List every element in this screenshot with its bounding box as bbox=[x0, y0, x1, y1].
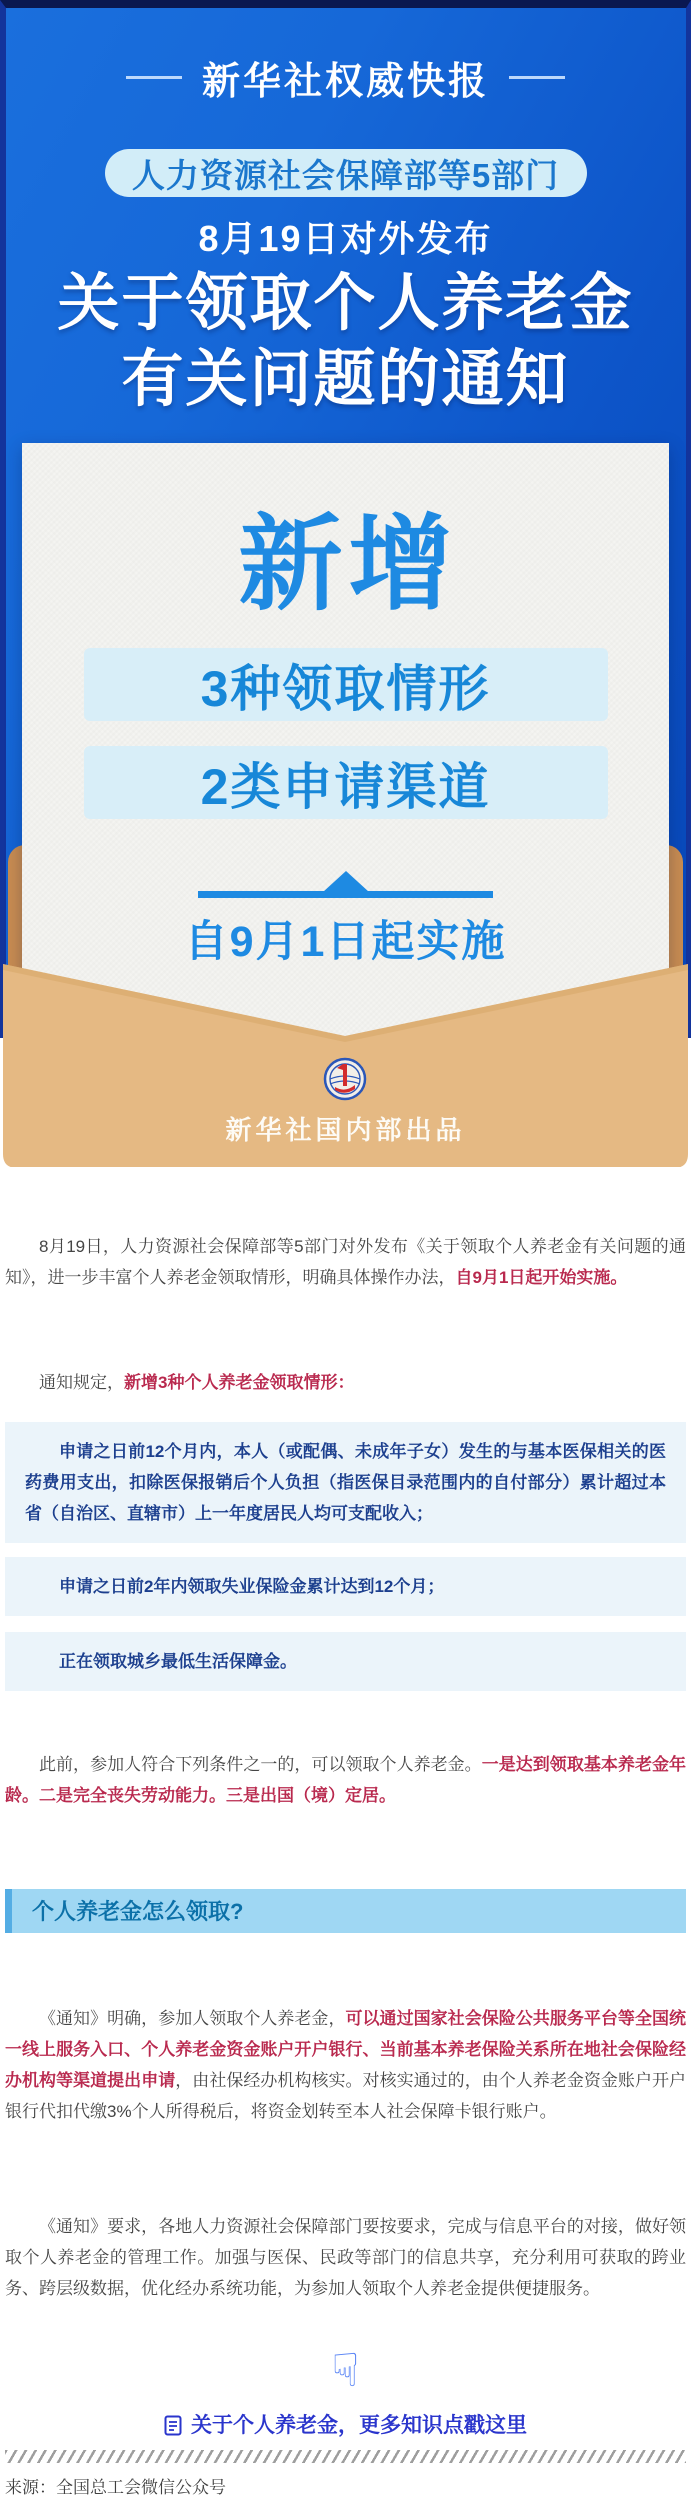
more-knowledge-link[interactable] bbox=[5, 2410, 686, 2441]
pointing-down-hand-icon: ☟ bbox=[331, 2343, 360, 2397]
poster-title bbox=[0, 266, 691, 418]
paragraph-new-situations-lead: 通知规定，新增3种个人养老金领取情形： bbox=[39, 1373, 355, 1392]
section-header-label: 个人养老金怎么领取? bbox=[32, 1898, 244, 1924]
paragraph-announcement: 8月19日，人力资源社会保障部等5部门对外发布《关于领取个人养老金有关问题的通知》，进一步丰富个人养老金领取情形，明确具体操作办法，自9月1日起开始实施。 bbox=[5, 1237, 686, 1287]
poster-band-channels: 2类申请渠道 bbox=[84, 746, 608, 819]
ribbon-triangle bbox=[323, 871, 369, 892]
article-body bbox=[0, 1231, 691, 2501]
masthead-dash-right bbox=[509, 76, 565, 79]
xinhua-poster bbox=[0, 0, 691, 1167]
poster-effective-date: 自9月1日起实施 bbox=[184, 918, 507, 966]
infobox-subsistence-allowance: 正在领取城乡最低生活保障金。 bbox=[5, 1632, 686, 1691]
more-knowledge-link-label[interactable]: 关于个人养老金，更多知识点戳这里 bbox=[191, 2414, 527, 2437]
paragraph-previous-conditions: 此前，参加人符合下列条件之一的，可以领取个人养老金。一是达到领取基本养老金年龄。二是完全丧失劳动能力。三是出国（境）定居。 bbox=[5, 1755, 686, 1805]
poster-masthead bbox=[0, 50, 691, 105]
poster-title-line2: 有关问题的通知 bbox=[121, 345, 570, 414]
poster-release-date: 8月19日对外发布 bbox=[198, 218, 493, 259]
masthead-title: 新华社权威快报 bbox=[201, 61, 489, 103]
paragraph-application-channels: 《通知》明确，参加人领取个人养老金，可以通过国家社会保险公共服务平台等全国统一线上服务入口、个人养老金资金账户开户银行、当前基本养老保险关系所在地社会保险经办机构等渠道提出申请，由社保经办机构核实。对核实通过的，由个人养老金资金账户开户银行代扣代缴3%个人所得税后，将资金划转至本人社会保障卡银行账户。 bbox=[5, 2009, 687, 2121]
section-header-how-to-claim bbox=[5, 1889, 686, 1933]
issuer-pill: 人力资源社会保障部等5部门 bbox=[105, 149, 587, 197]
pointing-hand-row bbox=[5, 2343, 686, 2397]
poster-highlight-word: 新增 bbox=[238, 507, 459, 623]
infobox-unemployment-insurance: 申请之日前2年内领取失业保险金累计达到12个月； bbox=[5, 1557, 686, 1616]
poster-band-situations: 3种领取情形 bbox=[84, 648, 608, 721]
infobox-medical-expense: 申请之日前12个月内，本人（或配偶、未成年子女）发生的与基本医保相关的医药费用支出，扣除医保报销后个人负担（指医保目录范围内的自付部分）累计超过本省（自治区、直辖市）上一年度居民人均可支配收入； bbox=[5, 1422, 686, 1543]
ribbon-divider bbox=[198, 891, 493, 898]
xinhua-logo bbox=[323, 1057, 367, 1101]
masthead-dash-left bbox=[126, 76, 182, 79]
paragraph-management-requirements: 《通知》要求，各地人力资源社会保障部门要按要求，完成与信息平台的对接，做好领取个人养老金的管理工作。加强与医保、民政等部门的信息共享，充分利用可获取的跨业务、跨层级数据，优化经办系统功能，为参加人领取个人养老金提供便捷服务。 bbox=[5, 2217, 686, 2298]
poster-title-line1: 关于领取个人养老金 bbox=[57, 269, 634, 338]
striped-divider bbox=[5, 2450, 686, 2463]
poster-producer-credit: 新华社国内部出品 bbox=[225, 1115, 466, 1145]
document-icon bbox=[164, 2415, 182, 2436]
source-credit: 来源：全国总工会微信公众号 bbox=[5, 2478, 226, 2497]
